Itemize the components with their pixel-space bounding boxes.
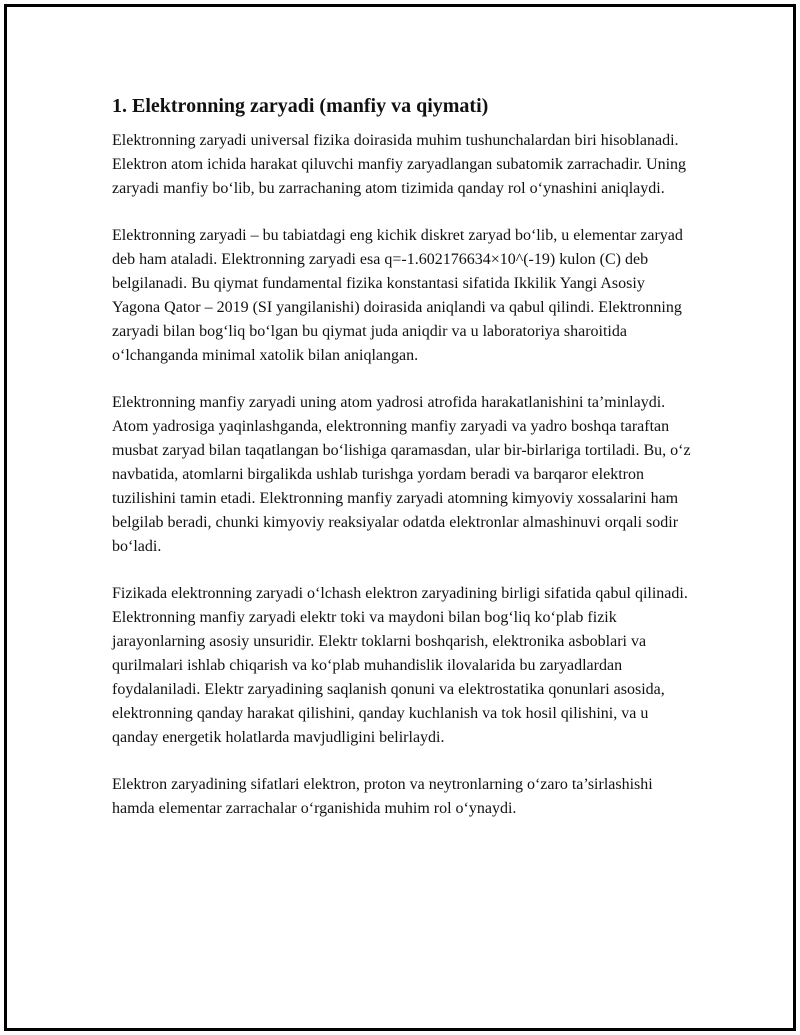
paragraph-charge-value: Elektronning zaryadi – bu tabiatdagi eng kichik diskret zaryad bo‘lib, u elementar zaryad deb ham ataladi. Elektronning zaryadi esa q=-1.602176634×10^(-19) kulon (C) deb belgilanadi. Bu qiymat fundamental fizika konstantasi sifatida Ikkilik Yangi Asosiy Yagona Qator – 2019 (SI yangilanishi) doirasida aniqlandi va qabul qilindi. Elektronning zaryadi bilan bog‘liq bo‘lgan bu qiymat juda aniqdir va u laboratoriya sharoitida o‘lchanganda minimal xatolik bilan aniqlangan. bbox=[112, 227, 683, 364]
section-heading: 1. Elektronning zaryadi (manfiy va qiymati) bbox=[112, 95, 489, 117]
paragraph-intro: Elektronning zaryadi universal fizika doirasida muhim tushunchalardan biri hisoblanadi. Elektron atom ichida harakat qiluvchi manfiy zaryadlangan subatomik zarrachadir. Uning zaryadi manfiy bo‘lib, bu zarrachaning atom tizimida qanday rol o‘ynashini aniqlaydi. bbox=[112, 132, 687, 197]
paragraph-negative-charge: Elektronning manfiy zaryadi uning atom yadrosi atrofida harakatlanishini ta’minlaydi. Atom yadrosiga yaqinlashganda, elektronning manfiy zaryadi va yadro boshqa taraftan musbat zaryad bilan taqatlangan bo‘lishiga qaramasdan, ular bir-birlariga tortiladi. Bu, o‘z navbatida, atomlarni birgalikda ushlab turishga yordam beradi va barqaror elektron tuzilishini tamin etadi. Elektronning manfiy zaryadi atomning kimyoviy xossalarini ham belgilab beradi, chunki kimyoviy reaksiyalar odatda elektronlar almashinuvi orqali sodir bo‘ladi. bbox=[112, 394, 691, 555]
paragraph-physics-applications: Fizikada elektronning zaryadi o‘lchash elektron zaryadining birligi sifatida qabul qilinadi. Elektronning manfiy zaryadi elektr toki va maydoni bilan bog‘liq ko‘plab fizik jarayonlarning asosiy unsuridir. Elektr toklarni boshqarish, elektronika asboblari va qurilmalari ishlab chiqarish va ko‘plab muhandislik ilovalarida bu zaryadlardan foydalaniladi. Elektr zaryadining saqlanish qonuni va elektrostatika qonunlari asosida, elektronning qanday harakat qilishini, qanday kuchlanish va tok hosil qilishini, va u qanday energetik holatlarda mavjudligini belirlaydi. bbox=[112, 585, 688, 746]
paragraph-conclusion: Elektron zaryadining sifatlari elektron, proton va neytronlarning o‘zaro ta’sirlashishi hamda elementar zarrachalar o‘rganishida muhim rol o‘ynaydi. bbox=[112, 776, 653, 817]
document-body bbox=[112, 93, 692, 821]
